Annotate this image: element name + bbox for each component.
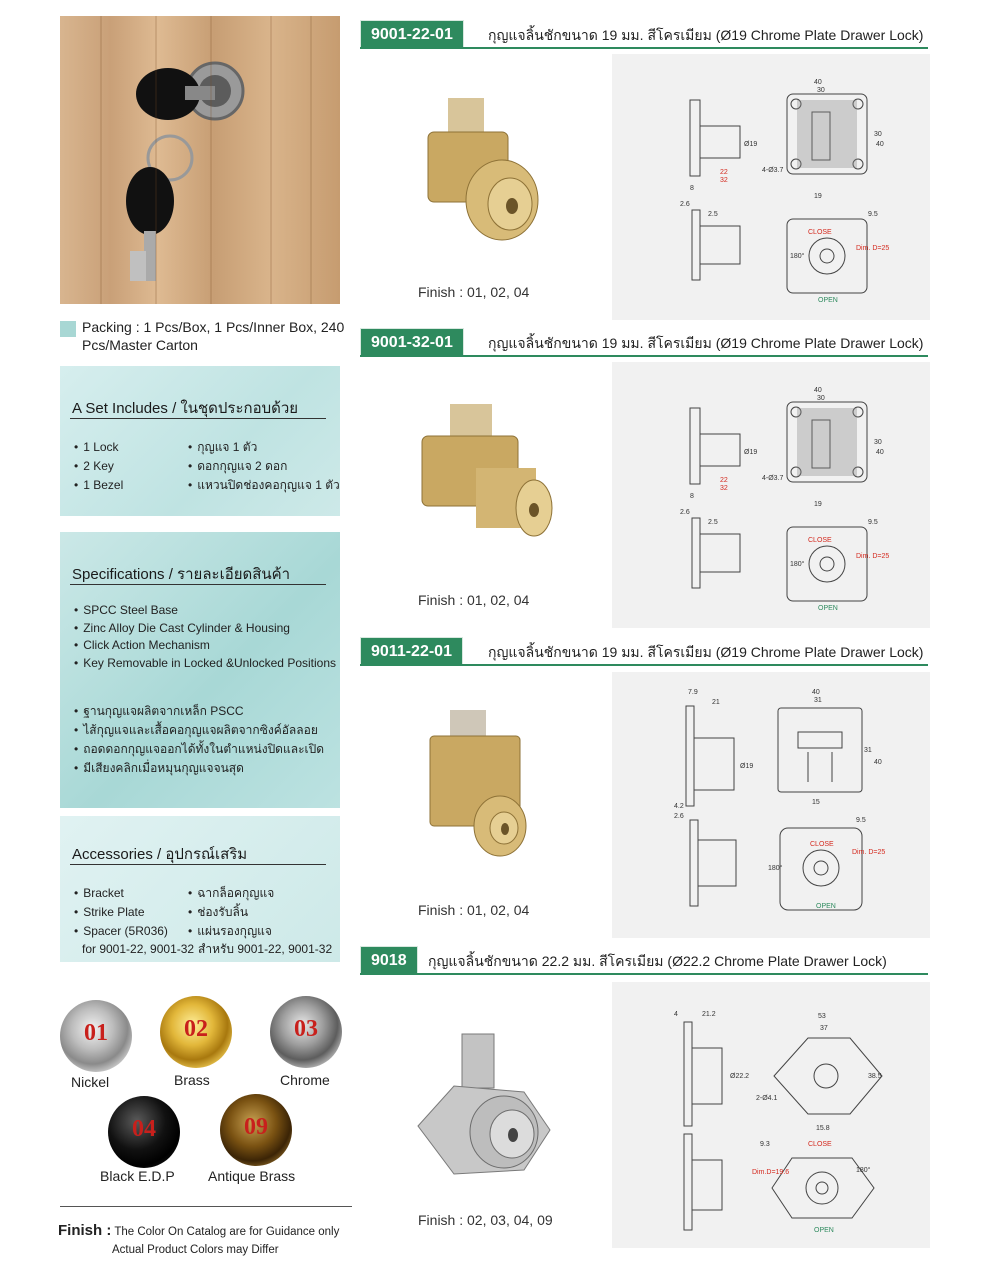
dimension-label: OPEN bbox=[814, 1227, 834, 1234]
accessories-en-list bbox=[74, 884, 168, 941]
finish-swatch-nickel bbox=[60, 1000, 132, 1072]
dimension-label: 2-Ø4.1 bbox=[756, 1095, 778, 1102]
dimension-label: 37 bbox=[820, 1025, 828, 1032]
set-includes-panel bbox=[60, 366, 340, 516]
dimension-label: 2.5 bbox=[708, 211, 718, 218]
header-underline bbox=[360, 664, 928, 666]
packing-text: Packing : 1 Pcs/Box, 1 Pcs/Inner Box, 240 Pcs/Master Carton bbox=[82, 319, 345, 353]
dimension-label: 19 bbox=[814, 193, 822, 200]
product-title: กุญแจลิ้นชักขนาด 19 มม. สีโครเมียม (Ø19 Chrome Plate Drawer Lock) bbox=[488, 27, 924, 43]
dimension-label: 2.6 bbox=[674, 813, 684, 820]
finish-disclaimer bbox=[58, 1222, 358, 1259]
finish-label-antique-brass: Antique Brass bbox=[208, 1168, 296, 1184]
accessories-th-list bbox=[188, 884, 274, 941]
accessories-divider bbox=[70, 864, 326, 865]
list-item: • ฉากล็อคกุญแจ bbox=[188, 884, 274, 903]
dimension-label: 180° bbox=[856, 1167, 871, 1174]
specifications-title: Specifications / รายละเอียดสินค้า bbox=[72, 566, 291, 583]
list-item: • ถอดดอกกุญแจออกได้ทั้งในตำแหน่งปิดและเปิด bbox=[74, 740, 324, 759]
finish-label-nickel: Nickel bbox=[71, 1074, 110, 1090]
accessories-title: Accessories / อุปกรณ์เสริม bbox=[72, 846, 248, 863]
packing-bullet-square bbox=[60, 321, 76, 337]
product-finish-options: Finish : 01, 02, 04 bbox=[418, 592, 530, 608]
set-includes-title: A Set Includes / ในชุดประกอบด้วย bbox=[72, 400, 299, 417]
product-header-9011-22-01 bbox=[360, 637, 928, 665]
dimension-label: 40 bbox=[876, 449, 884, 456]
packing-info bbox=[60, 318, 350, 354]
dimension-label: CLOSE bbox=[808, 537, 832, 544]
finish-label-brass: Brass bbox=[174, 1072, 210, 1088]
technical-drawing-9011-22 bbox=[612, 672, 930, 938]
header-underline bbox=[360, 47, 928, 49]
dimension-label: 9.5 bbox=[868, 211, 878, 218]
list-item: • Click Action Mechanism bbox=[74, 637, 336, 655]
dimension-label: 8 bbox=[690, 493, 694, 500]
finish-label-chrome: Chrome bbox=[280, 1072, 330, 1088]
set-includes-en-list bbox=[74, 438, 123, 495]
dimension-label: 180° bbox=[790, 253, 805, 260]
dimension-label: 30 bbox=[817, 395, 825, 402]
dimension-label: OPEN bbox=[818, 297, 838, 304]
dimension-label: 31 bbox=[814, 697, 822, 704]
list-item: • แผ่นรองกุญแจ bbox=[188, 922, 274, 941]
finish-number: 09 bbox=[244, 1114, 268, 1140]
list-item: • Zinc Alloy Die Cast Cylinder & Housing bbox=[74, 620, 336, 638]
finish-swatch-brass bbox=[160, 996, 232, 1068]
dimension-label: 4.2 bbox=[674, 803, 684, 810]
technical-drawing-9001-32 bbox=[612, 362, 930, 628]
dimension-label: 40 bbox=[812, 689, 820, 696]
list-item: • ช่องรับลิ้น bbox=[188, 903, 274, 922]
finish-swatch-chrome bbox=[270, 996, 342, 1068]
dimension-label: 15 bbox=[812, 799, 820, 806]
product-code-badge: 9001-22-01 bbox=[360, 20, 464, 48]
product-header-9001-22-01 bbox=[360, 20, 928, 48]
list-item: • Spacer (5R036) bbox=[74, 922, 168, 941]
specifications-divider bbox=[70, 584, 326, 585]
dimension-label: OPEN bbox=[818, 605, 838, 612]
dimension-label: 2.5 bbox=[708, 519, 718, 526]
finish-number: 01 bbox=[84, 1020, 108, 1046]
finish-swatches bbox=[60, 996, 340, 1186]
list-item: • 2 Key bbox=[74, 457, 123, 476]
finish-disclaimer-line2: Actual Product Colors may Differ bbox=[112, 1244, 279, 1256]
finish-number: 04 bbox=[132, 1116, 156, 1142]
lock-image-9011-22 bbox=[414, 706, 554, 866]
finish-swatch-antique-brass bbox=[220, 1094, 292, 1166]
list-item: • กุญแจ 1 ตัว bbox=[188, 438, 340, 457]
dimension-label: 53 bbox=[818, 1013, 826, 1020]
dimension-label: 9.5 bbox=[856, 817, 866, 824]
product-title: กุญแจลิ้นชักขนาด 19 มม. สีโครเมียม (Ø19 Chrome Plate Drawer Lock) bbox=[488, 644, 924, 660]
dimension-label: 9.3 bbox=[760, 1141, 770, 1148]
finish-number: 02 bbox=[184, 1016, 208, 1042]
finish-number: 03 bbox=[294, 1016, 318, 1042]
dimension-label: Dim. D=25 bbox=[856, 553, 890, 560]
technical-drawing-9001-22 bbox=[612, 54, 930, 320]
product-code-badge: 9001-32-01 bbox=[360, 328, 464, 356]
dimension-label: CLOSE bbox=[808, 229, 832, 236]
dimension-label: 40 bbox=[814, 79, 822, 86]
finish-disclaimer-line1: The Color On Catalog are for Guidance only bbox=[114, 1226, 340, 1238]
dimension-label: 21 bbox=[712, 699, 720, 706]
dimension-label: CLOSE bbox=[810, 841, 834, 848]
dimension-label: 22 bbox=[720, 477, 728, 484]
dimension-label: 4-Ø3.7 bbox=[762, 167, 784, 174]
dimension-label: 2.6 bbox=[680, 509, 690, 516]
dimension-label: 22 bbox=[720, 169, 728, 176]
dimension-label: 4 bbox=[674, 1011, 678, 1018]
accessories-th-note: สำหรับ 9001-22, 9001-32 bbox=[198, 942, 333, 956]
dimension-label: Ø19 bbox=[744, 449, 758, 456]
product-photo-keys-in-drawer bbox=[60, 16, 340, 304]
dimension-label: 180° bbox=[768, 865, 783, 872]
product-finish-options: Finish : 02, 03, 04, 09 bbox=[418, 1212, 553, 1228]
list-item: • Bracket bbox=[74, 884, 168, 903]
dimension-label: 30 bbox=[874, 131, 882, 138]
dimension-label: 40 bbox=[874, 759, 882, 766]
product-header-9001-32-01 bbox=[360, 328, 928, 356]
dimension-label: 32 bbox=[720, 177, 728, 184]
dimension-label: 31 bbox=[864, 747, 872, 754]
specifications-en-list bbox=[74, 602, 336, 672]
accessories-panel bbox=[60, 816, 340, 962]
lock-image-9018 bbox=[414, 1030, 554, 1190]
dimension-label: 32 bbox=[720, 485, 728, 492]
list-item: • มีเสียงคลิกเมื่อหมุนกุญแจจนสุด bbox=[74, 759, 324, 778]
list-item: • ฐานกุญแจผลิตจากเหล็ก PSCC bbox=[74, 702, 324, 721]
set-includes-th-list bbox=[188, 438, 340, 495]
header-underline bbox=[360, 973, 928, 975]
specifications-th-list bbox=[74, 702, 324, 778]
header-underline bbox=[360, 355, 928, 357]
dimension-label: 7.9 bbox=[688, 689, 698, 696]
accessories-en-note: for 9001-22, 9001-32 bbox=[82, 942, 195, 956]
product-finish-options: Finish : 01, 02, 04 bbox=[418, 902, 530, 918]
finish-disclaimer-lead: Finish : bbox=[58, 1222, 112, 1239]
dimension-label: Ø19 bbox=[744, 141, 758, 148]
list-item: • ดอกกุญแจ 2 ดอก bbox=[188, 457, 340, 476]
dimension-label: 21.2 bbox=[702, 1011, 716, 1018]
dimension-label: Dim. D=25 bbox=[852, 849, 886, 856]
product-finish-options: Finish : 01, 02, 04 bbox=[418, 284, 530, 300]
dimension-label: 30 bbox=[817, 87, 825, 94]
dimension-label: Dim.D=19.6 bbox=[752, 1169, 790, 1176]
list-item: • ไส้กุญแจและเสื้อคอกุญแจผลิตจากซิงค์อัลลอย bbox=[74, 721, 324, 740]
dimension-label: 2.6 bbox=[680, 201, 690, 208]
dimension-label: 8 bbox=[690, 185, 694, 192]
dimension-label: 180° bbox=[790, 561, 805, 568]
footer-divider bbox=[60, 1206, 352, 1207]
specifications-panel bbox=[60, 532, 340, 808]
product-title: กุญแจลิ้นชักขนาด 22.2 มม. สีโครเมียม (Ø22.2 Chrome Plate Drawer Lock) bbox=[428, 953, 887, 969]
lock-image-9001-32 bbox=[414, 398, 554, 558]
dimension-label: 40 bbox=[814, 387, 822, 394]
dimension-label: 15.8 bbox=[816, 1125, 830, 1132]
finish-label-black-edp: Black E.D.P bbox=[100, 1168, 175, 1184]
dimension-label: 40 bbox=[876, 141, 884, 148]
keys-illustration bbox=[60, 16, 340, 304]
finish-swatch-black-edp bbox=[108, 1096, 180, 1168]
technical-drawing-9018 bbox=[612, 982, 930, 1248]
dimension-label: Ø22.2 bbox=[730, 1073, 750, 1080]
lock-image-9001-22 bbox=[420, 92, 560, 252]
list-item: • Strike Plate bbox=[74, 903, 168, 922]
dimension-label: 19 bbox=[814, 501, 822, 508]
dimension-label: Dim. D=25 bbox=[856, 245, 890, 252]
product-code-badge: 9018 bbox=[360, 946, 418, 974]
dimension-label: 30 bbox=[874, 439, 882, 446]
dimension-label: Ø19 bbox=[740, 763, 754, 770]
product-title: กุญแจลิ้นชักขนาด 19 มม. สีโครเมียม (Ø19 Chrome Plate Drawer Lock) bbox=[488, 335, 924, 351]
list-item: • Key Removable in Locked &Unlocked Positions bbox=[74, 655, 336, 673]
list-item: • 1 Lock bbox=[74, 438, 123, 457]
list-item: • แหวนปิดช่องคอกุญแจ 1 ตัว bbox=[188, 476, 340, 495]
dimension-label: OPEN bbox=[816, 903, 836, 910]
list-item: • SPCC Steel Base bbox=[74, 602, 336, 620]
dimension-label: 4-Ø3.7 bbox=[762, 475, 784, 482]
set-includes-divider bbox=[70, 418, 326, 419]
dimension-label: 38.5 bbox=[868, 1073, 882, 1080]
product-header-9018 bbox=[360, 946, 928, 974]
dimension-label: CLOSE bbox=[808, 1141, 832, 1148]
list-item: • 1 Bezel bbox=[74, 476, 123, 495]
dimension-label: 9.5 bbox=[868, 519, 878, 526]
product-code-badge: 9011-22-01 bbox=[360, 637, 463, 665]
